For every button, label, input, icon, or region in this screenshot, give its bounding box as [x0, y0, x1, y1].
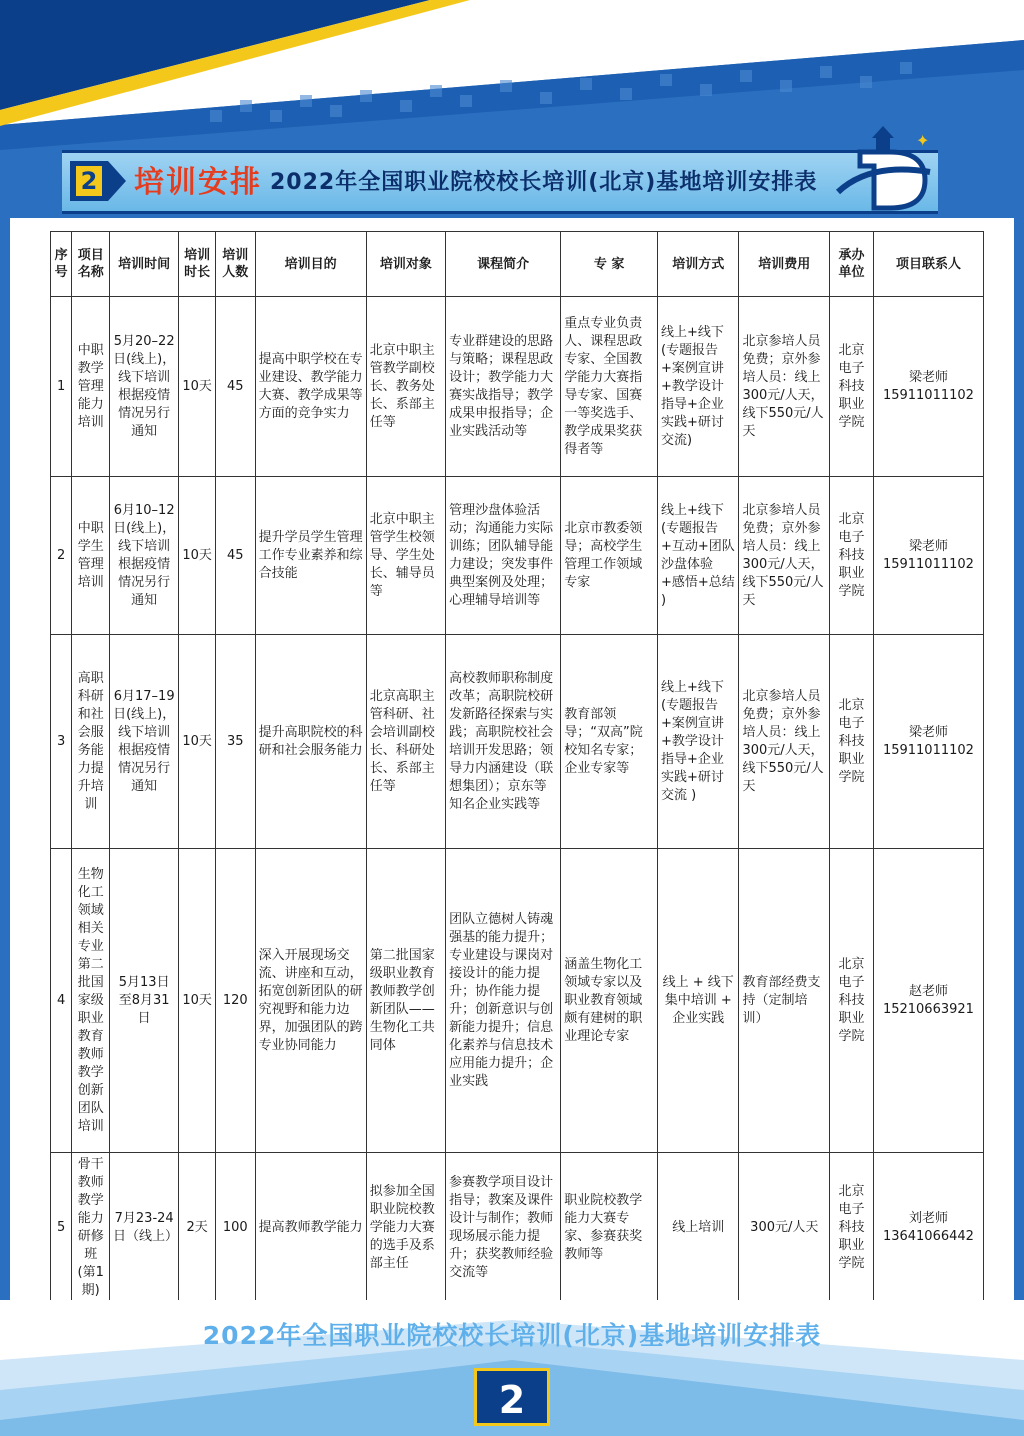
cell-org: 北京电子科技职业学院	[830, 635, 874, 849]
column-header: 培训人数	[215, 232, 255, 297]
table-row	[51, 477, 984, 635]
cell-duration: 2天	[179, 1153, 216, 1303]
contact-phone: 15911011102	[882, 556, 974, 572]
column-header: 培训对象	[366, 232, 445, 297]
cell-goal: 提升学员学生管理工作专业素养和综合技能	[255, 477, 366, 635]
cell-count: 120	[215, 849, 255, 1153]
cell-time: 6月10–12日(线上)，线下培训根据疫情情况另行通知	[110, 477, 179, 635]
banner-title: 2022年全国职业院校校长培训(北京)基地培训安排表	[270, 170, 818, 195]
cell-org: 北京电子科技职业学院	[830, 477, 874, 635]
cell-name: 高职科研和社会服务能力提升培训	[72, 635, 110, 849]
cell-no: 5	[51, 1153, 72, 1303]
contact-phone: 13641066442	[882, 1228, 974, 1244]
cell-mode: 线上 + 线下 集中培训 + 企业实践	[657, 849, 738, 1153]
contact-name: 梁老师	[908, 724, 948, 740]
column-header: 项目联系人	[873, 232, 983, 297]
cell-no: 2	[51, 477, 72, 635]
cell-expert: 职业院校教学能力大赛专家、参赛获奖教师等	[561, 1153, 658, 1303]
cell-fee: 北京参培人员免费；京外参培人员：线上300元/人天，线下550元/人天	[739, 477, 830, 635]
cell-course: 专业群建设的思路与策略；课程思政设计；教学能力大赛实战指导；教学成果申报指导；企业实践活动等	[446, 297, 561, 477]
column-header: 序号	[51, 232, 72, 297]
cell-duration: 10天	[179, 849, 216, 1153]
table-row	[51, 1153, 984, 1303]
cell-target: 第二批国家级职业教育教师教学创新团队——生物化工共同体	[366, 849, 445, 1153]
cell-expert: 涵盖生物化工领域专家以及职业教育领域颇有建树的职业理论专家	[561, 849, 658, 1153]
cell-contact	[873, 635, 983, 849]
section-banner	[62, 150, 938, 214]
cell-contact	[873, 1153, 983, 1303]
column-header: 培训时长	[179, 232, 216, 297]
cell-duration: 10天	[179, 635, 216, 849]
cell-course: 管理沙盘体验活动；沟通能力实际训练；团队辅导能力建设；突发事件典型案例及处理；心理辅导培训等	[446, 477, 561, 635]
cell-fee: 北京参培人员免费；京外参培人员：线上300元/人天，线下550元/人天	[739, 297, 830, 477]
column-header: 培训费用	[739, 232, 830, 297]
footer-title: 2022年全国职业院校校长培训(北京)基地培训安排表	[202, 1321, 822, 1350]
cell-contact	[873, 297, 983, 477]
cell-no: 4	[51, 849, 72, 1153]
cell-goal: 提高教师教学能力	[255, 1153, 366, 1303]
cell-fee: 300元/人天	[739, 1153, 830, 1303]
cell-no: 3	[51, 635, 72, 849]
column-header: 承办单位	[830, 232, 874, 297]
cell-org: 北京电子科技职业学院	[830, 1153, 874, 1303]
cell-target: 北京中职主管学生校领导、学生处长、辅导员等	[366, 477, 445, 635]
column-header: 培训目的	[255, 232, 366, 297]
cell-target: 北京高职主管科研、社会培训副校长、科研处长、系部主任等	[366, 635, 445, 849]
cell-time: 5月13日至8月31日	[110, 849, 179, 1153]
cell-course: 参赛教学项目设计指导；教案及课件设计与制作；教师现场展示能力提升；获奖教师经验交流等	[446, 1153, 561, 1303]
section-number: 2	[76, 166, 102, 196]
cell-course: 高校教师职称制度改革；高职院校研发新路径探索与实践；高职院校社会培训开发思路；领导力内涵建设（联想集团）；京东等知名企业实践等	[446, 635, 561, 849]
cell-contact	[873, 477, 983, 635]
section-badge	[70, 161, 108, 201]
cell-org: 北京电子科技职业学院	[830, 849, 874, 1153]
cell-goal: 提升高职院校的科研和社会服务能力	[255, 635, 366, 849]
training-schedule-table	[50, 231, 984, 1303]
contact-phone: 15210663921	[882, 1001, 974, 1017]
svg-text:✦: ✦	[916, 131, 930, 150]
cell-duration: 10天	[179, 297, 216, 477]
table-sheet	[10, 218, 1014, 1310]
cell-target: 拟参加全国职业院校教学能力大赛的选手及系部主任	[366, 1153, 445, 1303]
cell-name: 中职教学管理能力培训	[72, 297, 110, 477]
cell-expert: 重点专业负责人、课程思政专家、全国教学能力大赛指导专家、国赛一等奖选手、教学成果奖获得者等	[561, 297, 658, 477]
cell-count: 45	[215, 297, 255, 477]
cell-mode: 线上+线下(专题报告+案例宣讲+教学设计指导+企业实践+研讨交流 )	[657, 635, 738, 849]
table-header-row	[51, 232, 984, 297]
cell-org: 北京电子科技职业学院	[830, 297, 874, 477]
cell-duration: 10天	[179, 477, 216, 635]
contact-name: 梁老师	[908, 369, 948, 385]
cell-mode: 线上+线下(专题报告+互动+团队沙盘体验+感悟+总结 )	[657, 477, 738, 635]
cell-count: 35	[215, 635, 255, 849]
cell-time: 6月17–19日(线上)，线下培训根据疫情情况另行通知	[110, 635, 179, 849]
arrow-icon	[108, 161, 126, 201]
contact-name: 梁老师	[908, 538, 948, 554]
table-row	[51, 635, 984, 849]
column-header: 课程简介	[446, 232, 561, 297]
table-row	[51, 297, 984, 477]
cell-mode: 线上+线下(专题报告+案例宣讲+教学设计指导+企业实践+研讨交流)	[657, 297, 738, 477]
contact-phone: 15911011102	[882, 742, 974, 758]
cell-time: 5月20–22日(线上)，线下培训根据疫情情况另行通知	[110, 297, 179, 477]
cell-time: 7月23-24日（线上）	[110, 1153, 179, 1303]
cell-no: 1	[51, 297, 72, 477]
column-header: 专 家	[561, 232, 658, 297]
cell-mode: 线上培训	[657, 1153, 738, 1303]
cell-contact	[873, 849, 983, 1153]
contact-phone: 15911011102	[882, 387, 974, 403]
table-row	[51, 849, 984, 1153]
cell-name: 骨干教师教学能力研修班(第1期)	[72, 1153, 110, 1303]
page-number: 2	[474, 1368, 550, 1426]
cell-expert: 教育部领导；“双高”院校知名专家；企业专家等	[561, 635, 658, 849]
school-logo-icon	[830, 122, 940, 214]
section-title: 培训安排	[134, 165, 262, 200]
contact-name: 刘老师	[908, 1210, 948, 1226]
cell-count: 45	[215, 477, 255, 635]
cell-fee: 教育部经费支持（定制培训）	[739, 849, 830, 1153]
column-header: 培训时间	[110, 232, 179, 297]
cell-goal: 深入开展现场交流、讲座和互动，拓宽创新团队的研究视野和能力边界，加强团队的跨专业协同能力	[255, 849, 366, 1153]
column-header: 培训方式	[657, 232, 738, 297]
cell-name: 中职学生管理培训	[72, 477, 110, 635]
cell-course: 团队立德树人铸魂强基的能力提升；专业建设与课岗对接设计的能力提升；协作能力提升；创新意识与创新能力提升；信息化素养与信息技术应用能力提升；企业实践	[446, 849, 561, 1153]
cell-target: 北京中职主管教学副校长、教务处长、系部主任等	[366, 297, 445, 477]
cell-name: 生物化工领域相关专业第二批国家级职业教育教师教学创新团队培训	[72, 849, 110, 1153]
cell-expert: 北京市教委领导；高校学生管理工作领域专家	[561, 477, 658, 635]
cell-fee: 北京参培人员免费；京外参培人员：线上300元/人天，线下550元/人天	[739, 635, 830, 849]
contact-name: 赵老师	[908, 983, 948, 999]
cell-goal: 提高中职学校在专业建设、教学能力大赛、教学成果等方面的竞争实力	[255, 297, 366, 477]
column-header: 项目名称	[72, 232, 110, 297]
cell-count: 100	[215, 1153, 255, 1303]
